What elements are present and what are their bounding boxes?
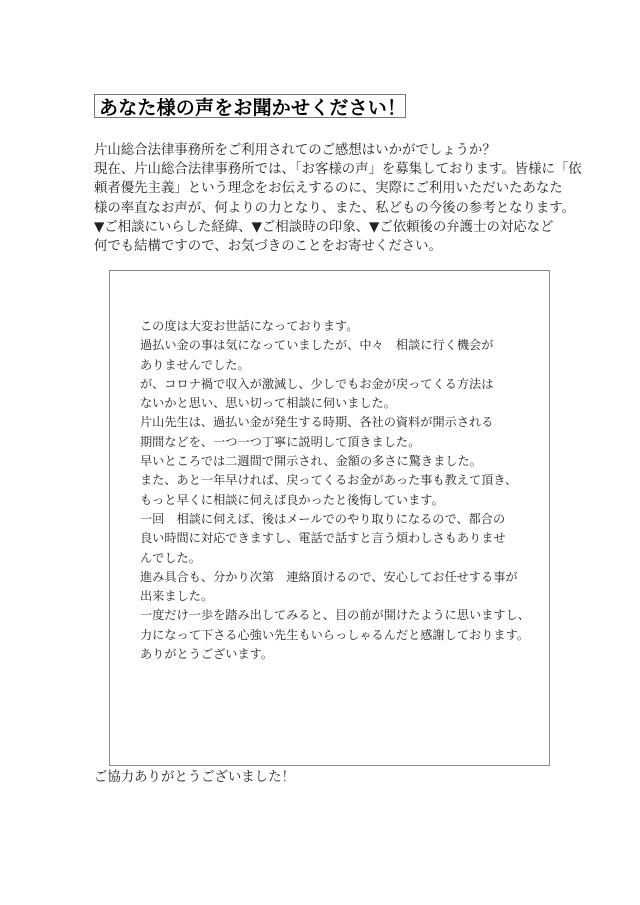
intro-line: 何でも結構ですので、お気づきのことをお寄せください。 (94, 239, 442, 255)
comment-line: 良い時間に対応できますし、電話で話すと言う煩わしさもありませ (140, 531, 506, 546)
intro-line: ▼ご相談にいらした経緯、▼ご相談時の印象、▼ご依頼後の弁護士の対応など (94, 219, 554, 235)
comment-line: 過払い金の事は気になっていましたが、中々 相談に行く機会が (140, 338, 494, 353)
comment-line: また、あと一年早ければ、戻ってくるお金があった事も教えて頂き、 (140, 473, 518, 488)
comment-line: 一度だけ一歩を踏み出してみると、目の前が開けたように思いますし、 (140, 608, 530, 623)
comment-line: 力になって下さる心強い先生もいらっしゃるんだと感謝しております。 (140, 627, 530, 642)
comment-line: この度は大変お世話になっております。 (140, 319, 359, 333)
comment-line: 片山先生は、過払い金が発生する時期、各社の資料が開示される (140, 415, 494, 430)
comment-line: 一回 相談に伺えば、後はメールでのやり取りになるので、都合の (140, 511, 506, 526)
customer-comment (140, 317, 540, 664)
comment-line: が、コロナ禍で収入が激減し、少しでもお金が戻ってくる方法は (140, 376, 494, 391)
comment-line: ないかと思い、思い切って相談に伺いました。 (140, 396, 396, 411)
comment-line: 進み具合も、分かり次第 連絡頂けるので、安心してお任せする事が (140, 569, 518, 584)
intro-paragraph (94, 141, 582, 256)
intro-line: 現在、片山総合法律事務所では、「お客様の声」を募集しております。皆様に「依 (94, 162, 582, 178)
page-title: あなた様の声をお聞かせください！ (99, 96, 407, 119)
thanks-message: ご協力ありがとうございました！ (94, 770, 295, 785)
title-box (94, 94, 406, 118)
comment-line: ありませんでした。 (140, 357, 250, 372)
comment-line: 出来ました。 (140, 589, 214, 604)
comment-line: ありがとうございます。 (140, 647, 274, 662)
comment-line: 早いところでは二週間で開示され、金額の多さに驚きました。 (140, 454, 482, 469)
comment-line: 期間などを、一つ一つ丁寧に説明して頂きました。 (140, 434, 421, 449)
intro-line: 頼者優先主義」という理念をお伝えするのに、実際にご利用いただいたあなた (94, 181, 563, 197)
intro-line: 片山総合法律事務所をご利用されてのご感想はいかがでしょうか？ (94, 143, 496, 158)
comment-line: もっと早くに相談に伺えば良かったと後悔しています。 (140, 492, 444, 507)
intro-line: 様の率直なお声が、何よりの力となり、また、私どもの今後の参考となります。 (94, 200, 575, 216)
comment-line: んでした。 (140, 550, 201, 565)
